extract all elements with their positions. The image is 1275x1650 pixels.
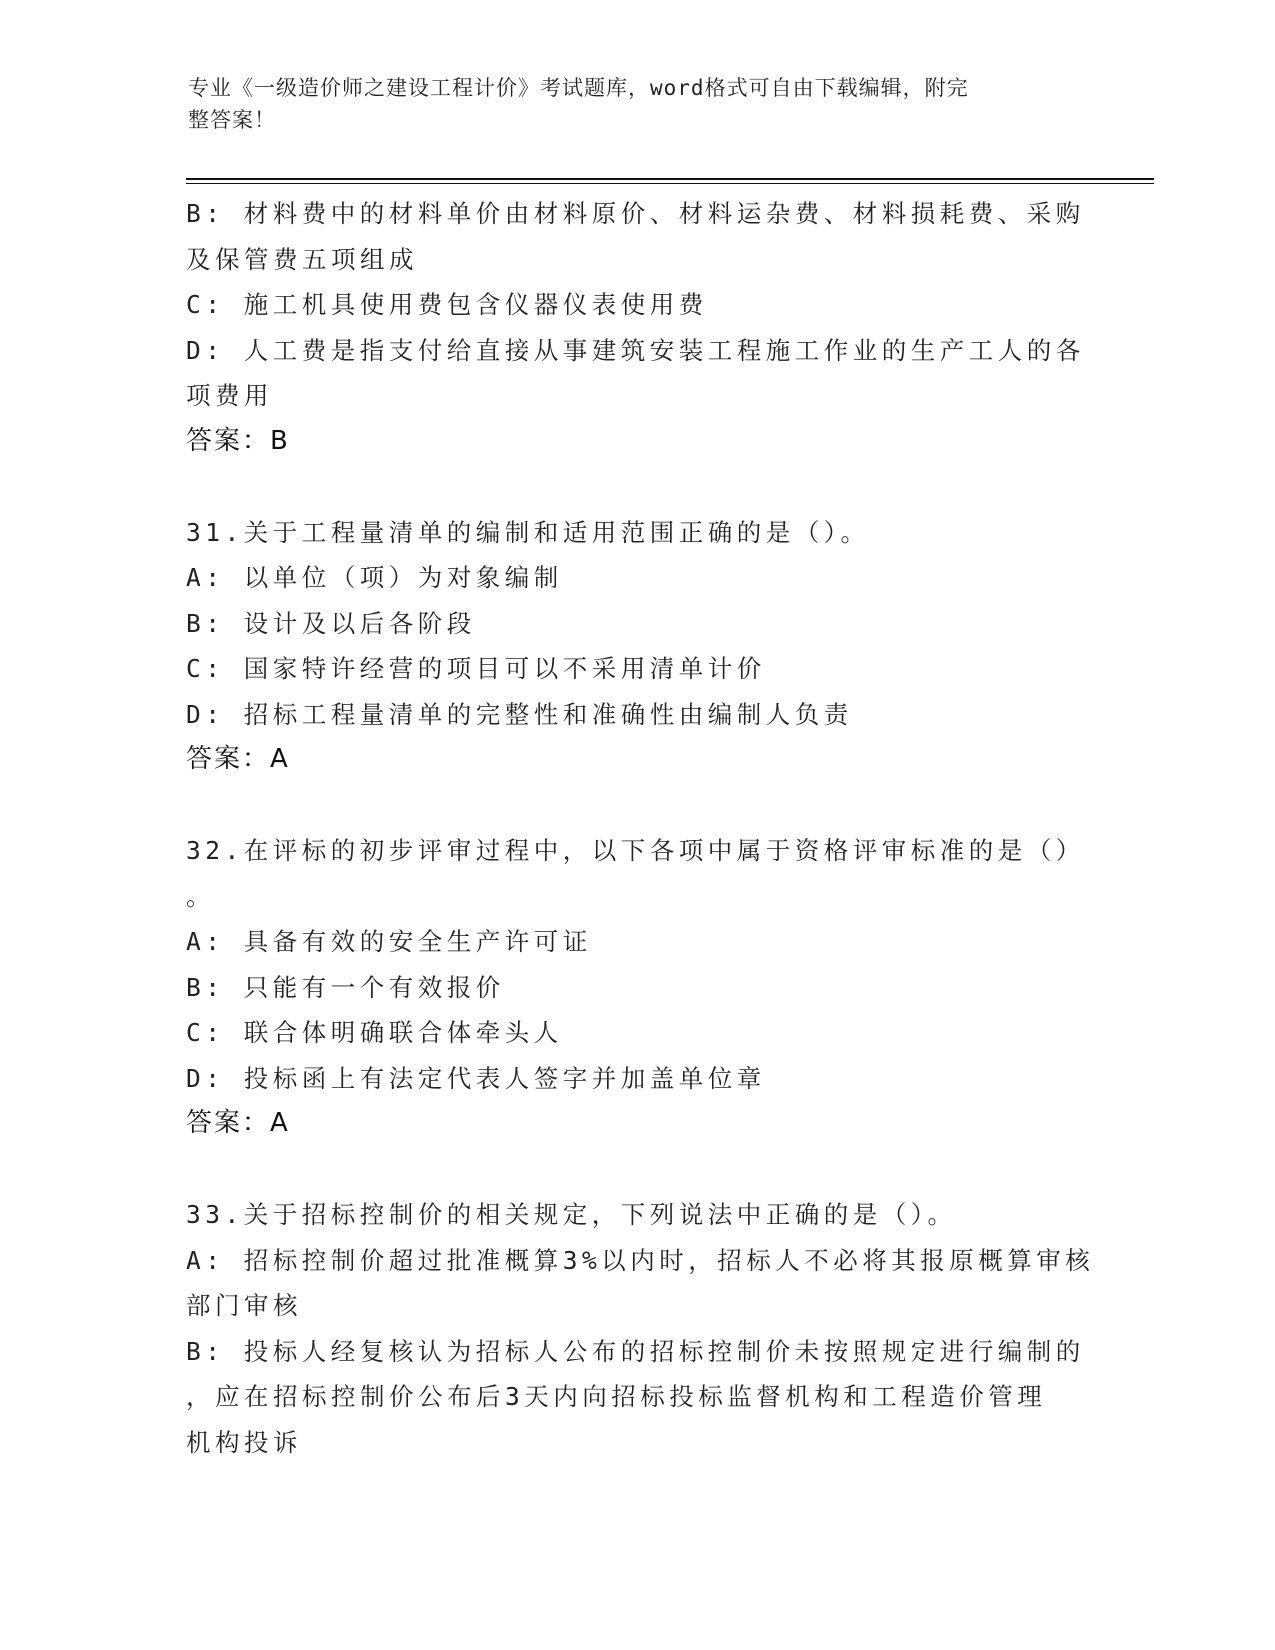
header-rule-thick [186, 178, 1154, 180]
answer-label: 答案：A [186, 744, 290, 774]
question-stem: 32.在评标的初步评审过程中，以下各项中属于资格评审标准的是（） [186, 836, 1085, 865]
question-30-continuation [186, 191, 1086, 464]
option-line: 及保管费五项组成 [186, 244, 418, 274]
spacer [186, 464, 1086, 510]
question-stem: 33.关于招标控制价的相关规定，下列说法中正确的是（）。 [186, 1200, 957, 1229]
question-stem-cont: 。 [186, 881, 215, 911]
spacer [186, 1147, 1086, 1193]
option-a: A: 招标控制价超过批准概算3%以内时，招标人不必将其报原概算审核 [186, 1245, 1095, 1275]
option-a: A: 以单位（项）为对象编制 [186, 563, 563, 592]
option-d: D: 投标函上有法定代表人签字并加盖单位章 [186, 1063, 766, 1093]
option-line: B: 材料费中的材料单价由材料原价、材料运杂费、材料损耗费、采购 [186, 199, 1085, 228]
option-line: D: 人工费是指支付给直接从事建筑安装工程施工作业的生产工人的各 [186, 335, 1085, 365]
option-a: A: 具备有效的安全生产许可证 [186, 927, 592, 956]
question-32 [186, 828, 1086, 1147]
option-b: B: 只能有一个有效报价 [186, 972, 505, 1002]
question-list [186, 191, 1095, 1465]
header-rule-thin [186, 183, 1154, 184]
question-stem: 31.关于工程量清单的编制和适用范围正确的是（）。 [186, 517, 870, 547]
option-b: B: 投标人经复核认为招标人公布的招标控制价未按照规定进行编制的 [186, 1336, 1085, 1366]
option-b-cont: ，应在招标控制价公布后3天内向招标投标监督机构和工程造价管理 [186, 1382, 1047, 1411]
option-a-cont: 部门审核 [186, 1291, 302, 1320]
option-b-cont: 机构投诉 [186, 1427, 302, 1457]
page-header [188, 72, 1068, 136]
header-line-2: 整答案！ [188, 108, 276, 132]
option-d: D: 招标工程量清单的完整性和准确性由编制人负责 [186, 699, 853, 729]
question-33 [186, 1192, 1095, 1465]
header-line-1: 专业《一级造价师之建设工程计价》考试题库，word格式可自由下载编辑，附完 [188, 76, 969, 100]
option-c: C: 联合体明确联合体牵头人 [186, 1018, 563, 1047]
option-b: B: 设计及以后各阶段 [186, 608, 476, 638]
option-c: C: 国家特许经营的项目可以不采用清单计价 [186, 654, 766, 683]
question-31 [186, 510, 1086, 783]
answer-label: 答案：A [186, 1108, 290, 1138]
answer-label: 答案：B [186, 425, 290, 456]
option-line: C: 施工机具使用费包含仪器仪表使用费 [186, 290, 708, 319]
option-line: 项费用 [186, 381, 273, 410]
spacer [186, 783, 1086, 829]
